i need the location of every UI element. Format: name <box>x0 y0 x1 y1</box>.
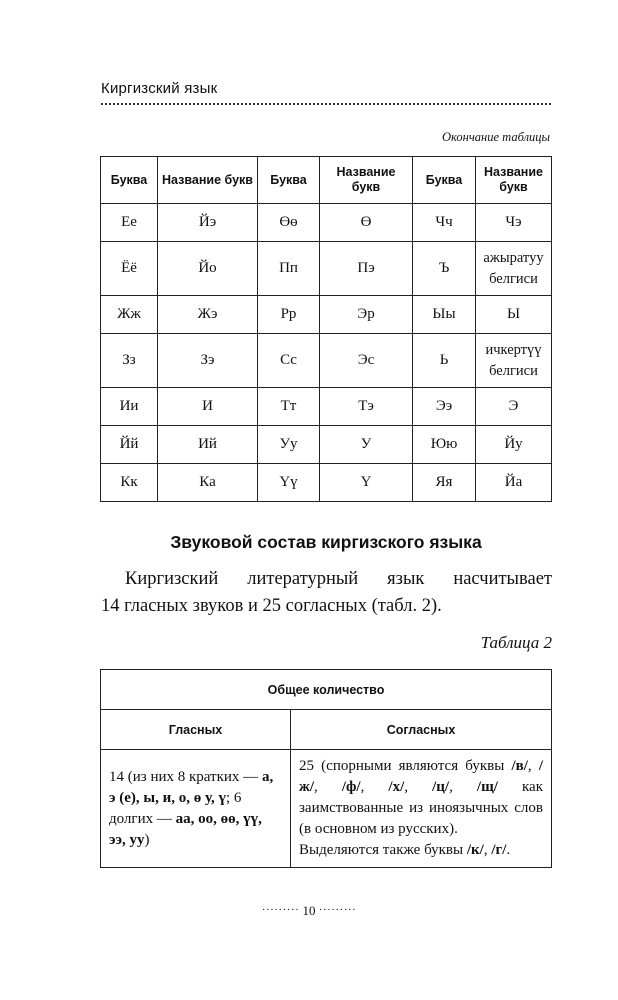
running-head: Киргизский язык <box>101 80 218 97</box>
intro-line-1: Киргизский литературный язык насчитывает <box>125 569 552 589</box>
letter-cell: Кк <box>101 464 158 502</box>
consonants-text: . <box>506 842 511 858</box>
name-cell: Ка <box>158 464 258 502</box>
name-cell: Ий <box>158 426 258 464</box>
vowels-text: ) <box>144 831 150 848</box>
name-cell: Йо <box>158 242 258 296</box>
consonants-text: как заимствованные из иноязычных слов (в основном из русских). <box>299 779 543 837</box>
letter-f: /ф/ <box>341 779 361 795</box>
letter-cell: Ь <box>413 334 476 388</box>
name-cell: Йэ <box>158 204 258 242</box>
header-letter: Буква <box>258 157 320 204</box>
header-letter-name: Название букв <box>320 157 413 204</box>
name-cell: Э <box>476 388 552 426</box>
consonants-text: 25 (спорными являются буквы <box>299 758 505 774</box>
name-cell: Йу <box>476 426 552 464</box>
letter-cell: Ее <box>101 204 158 242</box>
table-subheader-row <box>101 710 552 750</box>
name-cell: Жэ <box>158 296 258 334</box>
letter-kh: /х/ <box>388 779 405 795</box>
table-1-caption: Окончание таблицы <box>441 130 550 144</box>
page-footer <box>0 903 618 919</box>
letter-cell: Сс <box>258 334 320 388</box>
name-cell: У <box>320 426 413 464</box>
letter-cell: Пп <box>258 242 320 296</box>
header-letter: Буква <box>101 157 158 204</box>
header-letter-name: Название букв <box>476 157 552 204</box>
letter-cell: Рр <box>258 296 320 334</box>
name-cell: Чэ <box>476 204 552 242</box>
sound-count-table <box>100 669 552 868</box>
letter-cell: Яя <box>413 464 476 502</box>
footer-dots-left: ········· <box>261 904 300 916</box>
vowels-cell <box>101 750 291 868</box>
sep: , <box>404 779 433 795</box>
table-row <box>101 204 552 242</box>
letter-cell: Ии <box>101 388 158 426</box>
table-2-caption: Таблица 2 <box>480 633 552 652</box>
name-cell: И <box>158 388 258 426</box>
section-title: Звуковой состав киргизского языка <box>170 532 482 552</box>
letter-cell: Ыы <box>413 296 476 334</box>
vowels-long-list: аа, оо, өө, үү, ээ, уу <box>109 810 262 848</box>
table-header-row <box>101 670 552 710</box>
name-cell: Йа <box>476 464 552 502</box>
name-cell: Ы <box>476 296 552 334</box>
sep: , <box>360 779 389 795</box>
table-row <box>101 388 552 426</box>
name-cell: ажыратуу белгиси <box>476 242 552 296</box>
name-cell: Ү <box>320 464 413 502</box>
letter-cell: Зз <box>101 334 158 388</box>
name-cell: Эр <box>320 296 413 334</box>
letter-zh: /ж/ <box>299 758 543 795</box>
letter-cell: Ёё <box>101 242 158 296</box>
letter-cell: Ээ <box>413 388 476 426</box>
vowels-text: 14 (из них 8 кратких — <box>109 768 259 785</box>
header-consonants: Согласных <box>291 710 552 750</box>
letter-shch: /щ/ <box>476 779 498 795</box>
consonants-text: Выделяются также буквы <box>299 842 464 858</box>
table-row <box>101 426 552 464</box>
intro-line-2: 14 гласных звуков и 25 согласных (табл. 2). <box>101 596 442 616</box>
name-cell: Зэ <box>158 334 258 388</box>
letter-cell: Тт <box>258 388 320 426</box>
letter-cell: Жж <box>101 296 158 334</box>
letter-cell: Үү <box>258 464 320 502</box>
header-letter-name: Название букв <box>158 157 258 204</box>
footer-dots-right: ········· <box>318 904 357 916</box>
vowels-short-list: а, э (е), ы, и, о, ө у, ү <box>109 768 274 806</box>
letter-v: /в/ <box>511 758 528 774</box>
name-cell: Тэ <box>320 388 413 426</box>
letter-cell: Юю <box>413 426 476 464</box>
alphabet-table <box>100 156 552 502</box>
header-dotted-rule <box>101 103 551 105</box>
name-cell: Ө <box>320 204 413 242</box>
sep: , <box>314 779 342 795</box>
name-cell: Эс <box>320 334 413 388</box>
table-row <box>101 334 552 388</box>
letter-cell: Чч <box>413 204 476 242</box>
letter-ts: /ц/ <box>432 779 450 795</box>
table-row <box>101 750 552 868</box>
header-letter: Буква <box>413 157 476 204</box>
name-cell: ичкертүү белгиси <box>476 334 552 388</box>
letter-cell: Уу <box>258 426 320 464</box>
sep: , <box>483 842 492 858</box>
header-vowels: Гласных <box>101 710 291 750</box>
vowels-text: 6 долгих — <box>109 789 242 827</box>
sep: , <box>527 758 539 774</box>
name-cell: Пэ <box>320 242 413 296</box>
letter-cell: Өө <box>258 204 320 242</box>
vowels-text: ; <box>225 789 231 806</box>
letter-k: /к/ <box>466 842 484 858</box>
table-row <box>101 464 552 502</box>
letter-g: /г/ <box>491 842 507 858</box>
table-row <box>101 242 552 296</box>
consonants-cell <box>291 750 552 868</box>
sep: , <box>449 779 477 795</box>
header-total-count: Общее количество <box>101 670 552 710</box>
letter-cell: Ъ <box>413 242 476 296</box>
table-header-row <box>101 157 552 204</box>
letter-cell: Йй <box>101 426 158 464</box>
table-row <box>101 296 552 334</box>
intro-paragraph <box>101 566 552 620</box>
page-number: 10 <box>302 903 316 918</box>
